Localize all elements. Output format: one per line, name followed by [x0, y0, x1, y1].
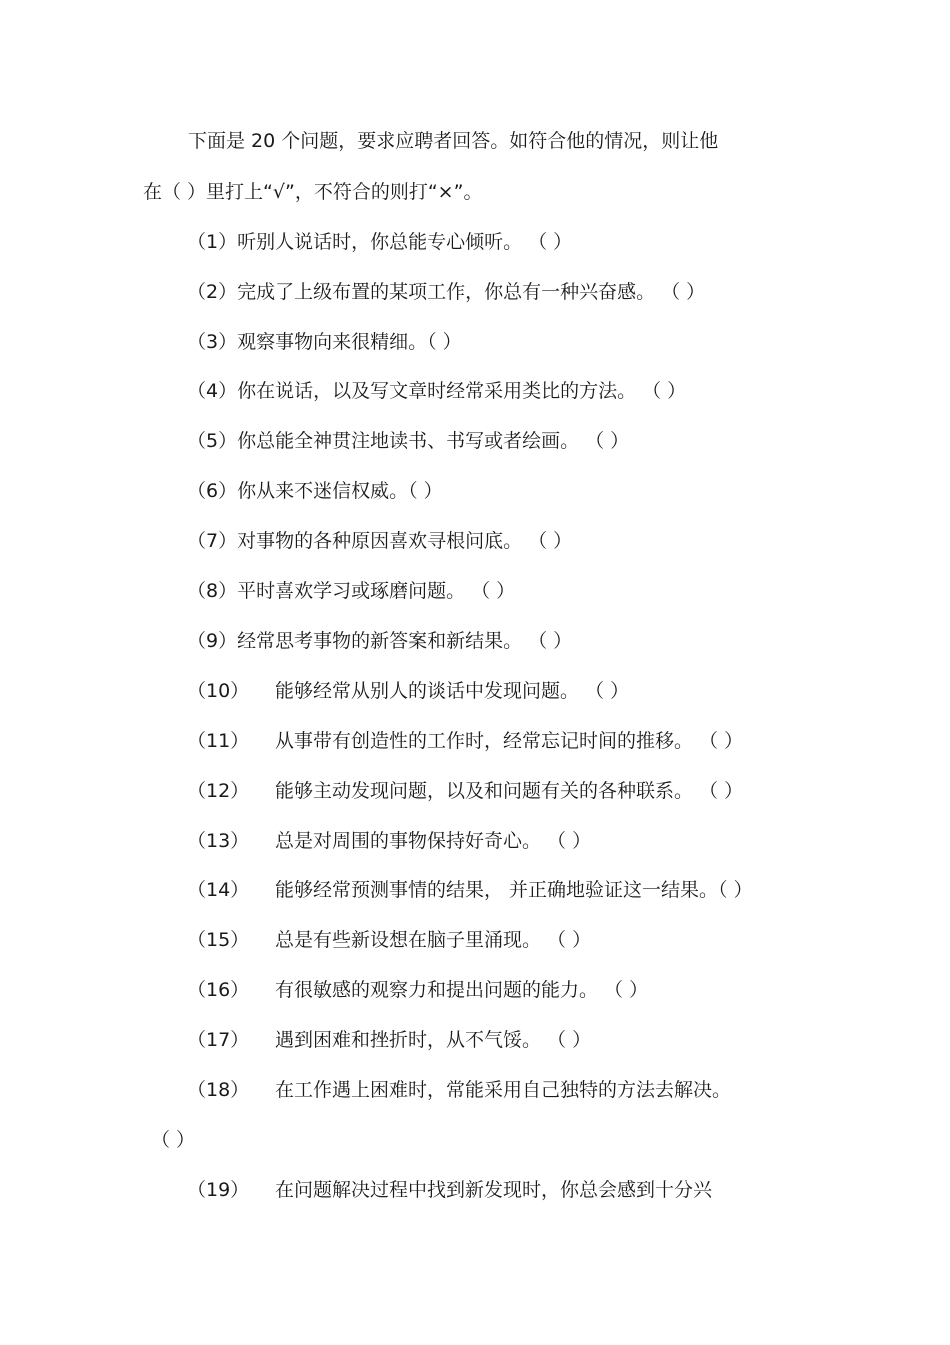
question-number: （8）	[187, 580, 238, 602]
question-number: （9）	[187, 630, 238, 652]
question-text: 观察事物向来很精细。（ ）	[237, 331, 462, 353]
question-number: （15）	[187, 929, 250, 951]
question-item	[187, 1178, 712, 1202]
question-number: （1）	[187, 231, 238, 253]
question-item	[187, 1028, 591, 1052]
question-item	[187, 429, 629, 453]
question-number: （6）	[187, 480, 238, 502]
question-text: 从事带有创造性的工作时，经常忘记时间的推移。 （ ）	[275, 730, 744, 752]
question-number: （16）	[187, 979, 250, 1001]
question-text: 有很敏感的观察力和提出问题的能力。 （ ）	[275, 979, 649, 1001]
question-item	[187, 829, 591, 853]
question-number: （19）	[187, 1179, 250, 1201]
question-text: 遇到困难和挫折时，从不气馁。 （ ）	[275, 1029, 592, 1051]
question-text: 平时喜欢学习或琢磨问题。 （ ）	[237, 580, 516, 602]
question-item	[187, 230, 572, 254]
intro-line-1: 下面是 20 个问题，要求应聘者回答。如符合他的情况，则让他	[188, 130, 719, 152]
question-item	[187, 529, 572, 553]
question-item	[187, 679, 629, 703]
question-text: 能够经常从别人的谈话中发现问题。 （ ）	[275, 680, 630, 702]
question-text: 你从来不迷信权威。（ ）	[237, 480, 443, 502]
question-text: 经常思考事物的新答案和新结果。 （ ）	[237, 630, 573, 652]
question-number: （13）	[187, 830, 250, 852]
question-number: （14）	[187, 879, 250, 901]
question-number: （5）	[187, 430, 238, 452]
question-text: 你在说话，以及写文章时经常采用类比的方法。 （ ）	[237, 380, 687, 402]
question-item	[187, 779, 743, 803]
question-text: 完成了上级布置的某项工作，你总有一种兴奋感。 （ ）	[237, 281, 706, 303]
question-number: （12）	[187, 780, 250, 802]
question-number: （10）	[187, 680, 250, 702]
question-number: （17）	[187, 1029, 250, 1051]
question-text: 能够主动发现问题，以及和问题有关的各种联系。 （ ）	[275, 780, 744, 802]
question-number: （2）	[187, 281, 238, 303]
question-item	[187, 878, 753, 902]
question-item	[187, 978, 648, 1002]
question-number: （4）	[187, 380, 238, 402]
question-item	[187, 280, 705, 304]
question-item	[187, 379, 686, 403]
question-item	[187, 729, 743, 753]
question-text: 听别人说话时，你总能专心倾听。 （ ）	[237, 231, 573, 253]
question-text: 能够经常预测事情的结果， 并正确地验证这一结果。（ ）	[275, 879, 753, 901]
question-number: （7）	[187, 530, 238, 552]
question-text: 在工作遇上困难时，常能采用自己独特的方法去解决。	[275, 1079, 732, 1101]
question-item	[187, 479, 443, 503]
question-number: （3）	[187, 331, 238, 353]
question-text: 你总能全神贯注地读书、书写或者绘画。 （ ）	[237, 430, 630, 452]
question-text: 总是有些新设想在脑子里涌现。 （ ）	[275, 929, 592, 951]
question-number: （18）	[187, 1079, 250, 1101]
question-item	[187, 579, 515, 603]
question-text: 总是对周围的事物保持好奇心。 （ ）	[275, 830, 592, 852]
question-item	[187, 1078, 731, 1102]
question-text: 对事物的各种原因喜欢寻根问底。 （ ）	[237, 530, 573, 552]
question-number: （11）	[187, 730, 250, 752]
question-item	[187, 928, 591, 952]
question-continuation: （ ）	[151, 1129, 196, 1151]
intro-line-2: 在（ ）里打上“√”，不符合的则打“×”。	[143, 181, 483, 203]
question-item	[187, 330, 462, 354]
question-text: 在问题解决过程中找到新发现时，你总会感到十分兴	[275, 1179, 713, 1201]
question-item	[187, 629, 572, 653]
